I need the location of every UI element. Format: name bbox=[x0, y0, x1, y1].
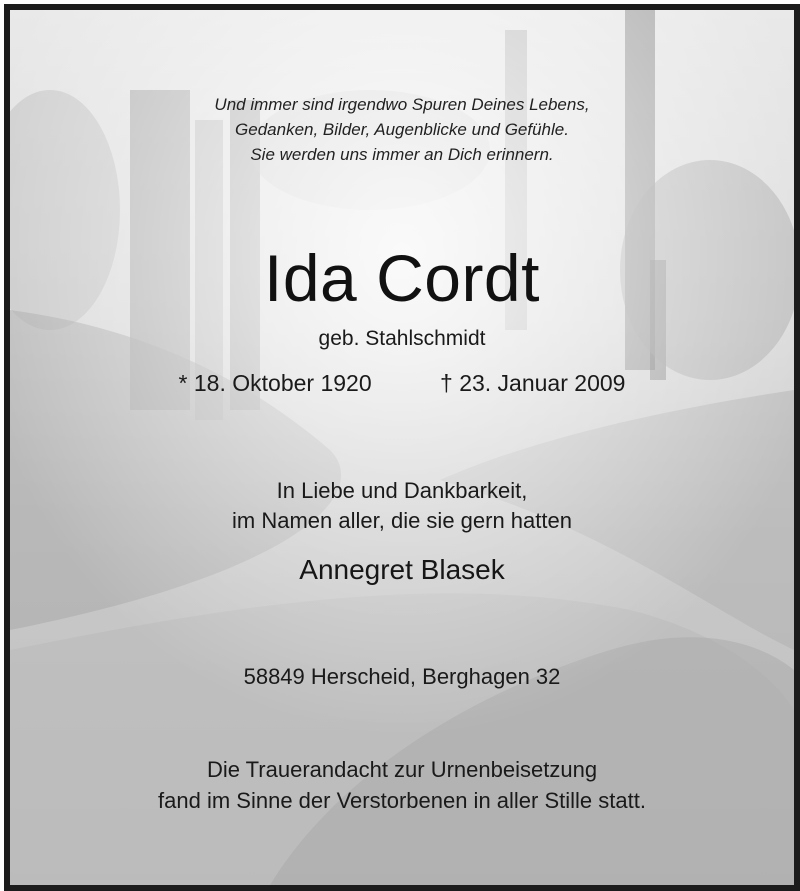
mourner-address: 58849 Herscheid, Berghagen 32 bbox=[243, 664, 561, 689]
mourner-name: Annegret Blasek bbox=[299, 554, 505, 585]
verse-line: Sie werden uns immer an Dich erinnern. bbox=[250, 145, 554, 164]
deceased-name: Ida Cordt bbox=[264, 241, 540, 315]
obituary-frame bbox=[4, 4, 800, 891]
memorial-verse bbox=[10, 92, 794, 167]
notice-line: fand im Sinne der Verstorbenen in aller Stille statt. bbox=[158, 788, 646, 813]
birth-date: * 18. Oktober 1920 bbox=[178, 370, 372, 396]
verse-line: Und immer sind irgendwo Spuren Deines Lebens, bbox=[214, 95, 590, 114]
notice-line: Die Trauerandacht zur Urnenbeisetzung bbox=[206, 757, 598, 782]
verse-line: Gedanken, Bilder, Augenblicke und Gefühle. bbox=[235, 120, 569, 139]
gratitude-line: im Namen aller, die sie gern hatten bbox=[232, 508, 572, 533]
death-date: † 23. Januar 2009 bbox=[440, 370, 626, 396]
obituary-content bbox=[10, 10, 794, 885]
funeral-notice bbox=[10, 754, 794, 816]
gratitude-line: In Liebe und Dankbarkeit, bbox=[276, 478, 528, 503]
life-dates bbox=[10, 368, 794, 398]
birth-name: geb. Stahlschmidt bbox=[318, 327, 486, 350]
gratitude-text bbox=[10, 476, 794, 536]
